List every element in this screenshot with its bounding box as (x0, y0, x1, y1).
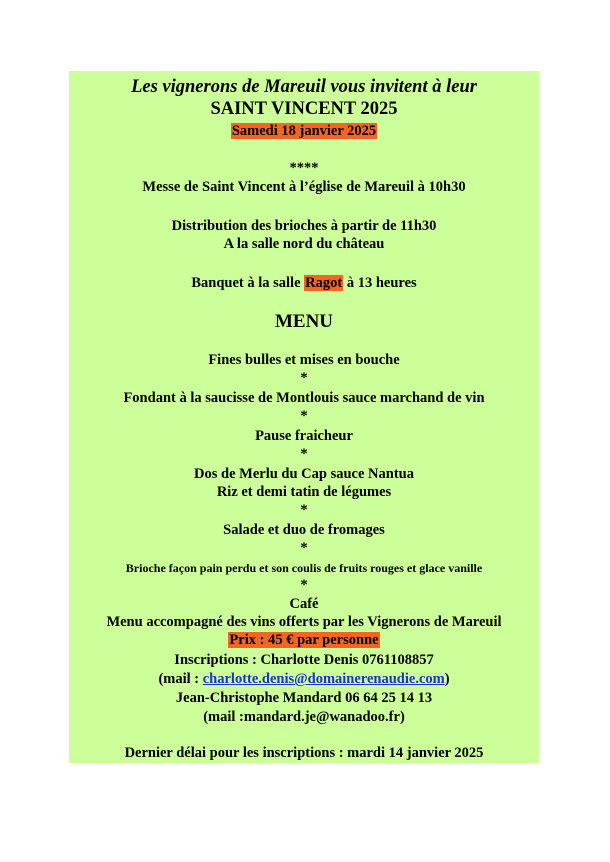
menu-item: Salade et duo de fromages (223, 522, 385, 538)
mail1-link[interactable]: charlotte.denis@domainerenaudie.com (202, 671, 445, 687)
menu-title: MENU (274, 311, 334, 332)
event-title: SAINT VINCENT 2025 (210, 99, 398, 119)
deadline-line: Dernier délai pour les inscriptions : mardi 14 janvier 2025 (124, 745, 484, 761)
banquet-room: Ragot (305, 275, 343, 291)
brioches-place: A la salle nord du château (223, 236, 385, 252)
invite-line: Les vignerons de Mareuil vous invitent à leur (131, 77, 477, 97)
menu-star: * (300, 370, 308, 386)
mail1-post: ) (444, 671, 450, 687)
menu-star: * (300, 446, 308, 462)
menu-star: * (300, 408, 308, 424)
date-highlight: Samedi 18 janvier 2025 (231, 123, 377, 139)
inscriptions-line: Inscriptions : Charlotte Denis 0761108857 (174, 652, 434, 668)
price-line (69, 631, 539, 649)
mail2-line: (mail :mandard.je@wanadoo.fr) (203, 709, 405, 725)
messe-line: Messe de Saint Vincent à l’église de Mareuil à 10h30 (142, 179, 466, 195)
price-highlight: Prix : 45 € par personne (229, 632, 379, 648)
wines-line: Menu accompagné des vins offerts par les Vignerons de Mareuil (106, 614, 502, 630)
mail1-pre: (mail : (158, 671, 203, 687)
banquet-line (69, 274, 539, 292)
menu-star: * (300, 577, 308, 593)
menu-item: Riz et demi tatin de légumes (216, 484, 392, 500)
banquet-pre: Banquet à la salle (191, 275, 305, 291)
menu-item: Café (289, 596, 319, 612)
person2-line: Jean-Christophe Mandard 06 64 25 14 13 (175, 690, 433, 706)
banquet-post: à 13 heures (343, 275, 417, 291)
menu-star: * (300, 502, 308, 518)
menu-item: Brioche façon pain perdu et son coulis de fruits rouges et glace vanille (125, 561, 483, 575)
separator: **** (289, 160, 319, 176)
menu-star: * (300, 540, 308, 556)
brioches-line: Distribution des brioches à partir de 11h30 (171, 218, 437, 234)
menu-item: Dos de Merlu du Cap sauce Nantua (194, 466, 414, 482)
menu-item: Pause fraicheur (255, 428, 353, 444)
mail1-line (69, 670, 539, 688)
invitation-sheet (69, 71, 539, 763)
menu-item: Fondant à la saucisse de Montlouis sauce marchand de vin (123, 390, 485, 406)
event-date (69, 122, 539, 140)
menu-item: Fines bulles et mises en bouche (208, 352, 400, 368)
